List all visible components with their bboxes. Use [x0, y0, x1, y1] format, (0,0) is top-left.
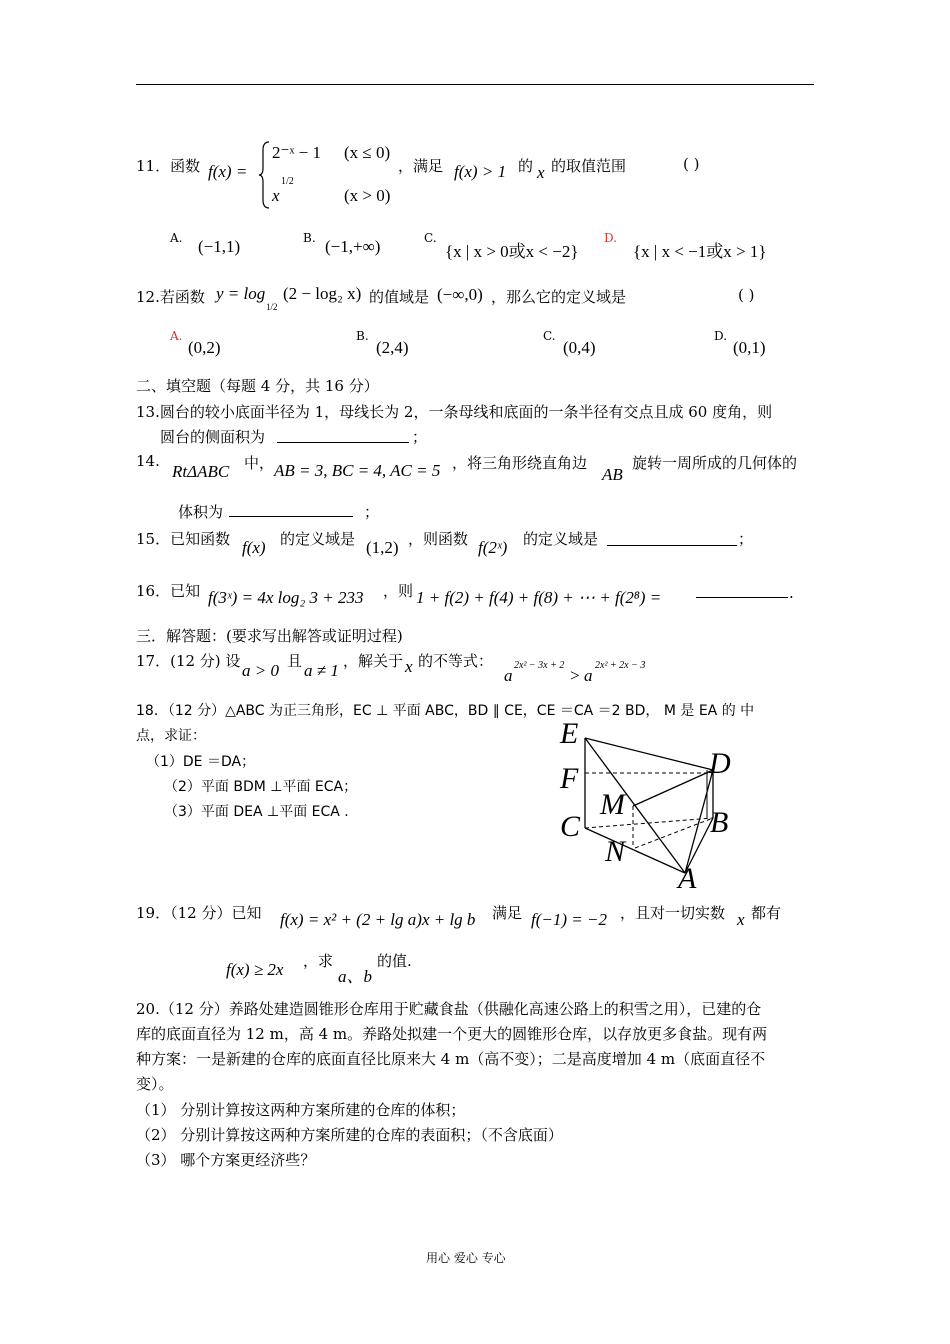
q11-case2-cond: (x > 0)	[344, 186, 391, 205]
q11-case2-exp: 1/2	[281, 176, 294, 187]
q17-gt: >	[570, 666, 580, 685]
q19-tail: 都有	[751, 904, 782, 922]
q20-line-3: 种方案：一是新建的仓库的底面直径比原来大 4 m（高不变）；二是高度增加 4 m（底面直径不	[136, 1050, 766, 1068]
q17-base1: a	[504, 666, 513, 685]
q18-item-3: （3）平面 DEA ⊥平面 ECA .	[164, 804, 349, 820]
q18-item-1: （1）DE ＝DA；	[146, 754, 256, 770]
q12-stem: 12.若函数	[136, 288, 205, 306]
q15-text: ，则函数	[408, 530, 469, 548]
q15-dom: (1,2)	[366, 538, 399, 557]
q11-cond: f(x) > 1	[454, 162, 507, 181]
q12-option-d: (0,1)	[733, 338, 766, 357]
q15-end: ；	[738, 530, 754, 548]
q11-option-d: {x | x < −1或x > 1}	[633, 242, 767, 261]
q15-stem: 15．已知函数	[136, 530, 231, 548]
q20-item-1: （1） 分别计算按这两种方案所建的仓库的体积；	[136, 1101, 466, 1119]
q17-exp1: 2x² − 3x + 2	[514, 660, 565, 671]
q12-mid: 的值域是	[369, 288, 430, 306]
q11-tail: 的取值范围	[551, 157, 627, 175]
q12-expr: y = log	[216, 284, 266, 303]
q11-option-c: {x | x > 0或x < −2}	[445, 242, 579, 261]
q18-item-2: （2）平面 BDM ⊥平面 ECA；	[164, 779, 358, 795]
q14-line2: 体积为	[178, 503, 224, 521]
q17-exp2: 2x² + 2x − 3	[595, 660, 646, 671]
q17-text: ，解关于	[343, 652, 404, 670]
q15-mid: 的定义域是	[280, 530, 356, 548]
q13-answer-blank	[277, 442, 409, 443]
q11-case2: x	[272, 186, 280, 205]
q14-mid: 中，	[244, 454, 275, 472]
q12-option-a-label: A.	[170, 329, 183, 343]
q14-edge: AB	[602, 465, 623, 484]
q11-stem: 11．函数	[136, 157, 201, 175]
q19-cond: f(−1) = −2	[531, 910, 607, 929]
q18-line1: 18．（12 分）△ABC 为正三角形，EC ⊥ 平面 ABC，BD ∥ CE，CE ＝CA ＝2 BD， M 是 EA 的 中	[136, 703, 755, 719]
q15-f2: f(2ˣ)	[478, 538, 508, 557]
q18-line2: 点，求证：	[136, 728, 206, 744]
q16-sum: 1 + f(2) + f(4) + f(8) + ⋯ + f(2⁸) =	[416, 588, 662, 607]
q19-fx: f(x) = x² + (2 + lg a)x + lg b	[280, 910, 476, 929]
q11-of: 的	[518, 157, 534, 175]
q16-answer-blank	[696, 597, 788, 598]
q20-line-2: 库的底面直径为 12 m，高 4 m。养路处拟建一个更大的圆锥形仓库，以存放更多食盐。现有两	[136, 1025, 768, 1043]
q13-line2: 圆台的侧面积为	[160, 428, 266, 446]
q12-option-b-label: B.	[356, 329, 369, 343]
q20-item-2: （2） 分别计算按这两种方案所建的仓库的表面积；（不含底面）	[136, 1126, 563, 1144]
q12-base: 1/2	[266, 302, 278, 312]
q19-ineq: f(x) ≥ 2x	[226, 960, 284, 979]
page-footer: 用心 爱心 专心	[426, 1251, 506, 1265]
q16-given: f(3ˣ) = 4x log₂ 3 + 233	[208, 588, 364, 607]
q16-then: ，则	[383, 582, 414, 600]
q11-option-a: (−1,1)	[198, 237, 241, 256]
q11-paren: ( )	[683, 155, 700, 173]
q16-stem: 16．已知	[136, 582, 201, 600]
q11-option-c-label: C.	[424, 231, 437, 245]
q17-c2: a ≠ 1	[304, 661, 339, 680]
q14-sides: AB = 3, BC = 4, AC = 5	[274, 461, 441, 480]
q12-option-d-label: D.	[714, 329, 728, 343]
q15-tail: 的定义域是	[523, 530, 599, 548]
q13-end: ；	[412, 428, 428, 446]
figure-label-m: M	[600, 788, 625, 821]
q17-tail: 的不等式：	[418, 652, 494, 670]
q17-c1: a > 0	[242, 661, 279, 680]
figure-label-b: B	[710, 806, 729, 839]
q12-option-c-label: C.	[543, 329, 556, 343]
q14-tri: RtΔABC	[172, 462, 230, 481]
q15-answer-blank	[607, 545, 737, 546]
section-3-heading: 三．解答题：(要求写出解答或证明过程)	[136, 627, 403, 645]
q11-fx: f(x) =	[208, 162, 248, 181]
q20-item-3: （3） 哪个方案更经济些？	[136, 1151, 316, 1169]
q11-brace	[259, 140, 271, 210]
q19-end: 的值.	[377, 952, 412, 970]
q19-satisfy: 满足	[492, 904, 523, 922]
q19-stem: 19．（12 分）已知	[136, 904, 262, 922]
q19-ask: ，求	[303, 952, 334, 970]
q14-text: ，将三角形绕直角边	[452, 454, 588, 472]
q20-line-4: 变）。	[136, 1075, 174, 1093]
q12-range: (−∞,0)	[437, 285, 483, 304]
q17-var: x	[405, 657, 413, 676]
q12-option-b: (2,4)	[376, 338, 409, 357]
q19-vars: a、b	[338, 967, 372, 986]
q12-arg: (2 − log₂ x)	[283, 284, 362, 303]
q12-paren: ( )	[738, 286, 755, 304]
q11-satisfy: ，满足	[398, 157, 444, 175]
q14-answer-blank	[229, 516, 353, 517]
q20-line-1: 20.（12 分）养路处建造圆锥形仓库用于贮藏食盐（供融化高速公路上的积雪之用），已建的仓	[136, 1000, 762, 1018]
q14-tail: 旋转一周所成的几何体的	[632, 454, 798, 472]
figure-label-c: C	[560, 810, 581, 843]
q12-option-c: (0,4)	[563, 338, 596, 357]
q11-option-d-label: D.	[604, 231, 618, 245]
q12-option-a: (0,2)	[188, 338, 221, 357]
q15-f: f(x)	[242, 538, 266, 557]
q19-text: ，且对一切实数	[620, 904, 726, 922]
q11-option-b-label: B.	[303, 231, 316, 245]
q17-base2: a	[584, 666, 593, 685]
figure-label-d: D	[709, 747, 731, 780]
q13-line1: 13.圆台的较小底面半径为 1，母线长为 2，一条母线和底面的一条半径有交点且成 60 度角，则	[136, 403, 773, 421]
q16-end: .	[789, 584, 794, 602]
figure-label-n: N	[605, 835, 626, 868]
q19-var: x	[737, 910, 745, 929]
q12-tail: ，那么它的定义域是	[491, 288, 627, 306]
section-2-heading: 二、填空题（每题 4 分，共 16 分）	[136, 377, 379, 395]
q11-option-a-label: A.	[170, 231, 183, 245]
q14-end: ；	[364, 503, 380, 521]
q11-option-b: (−1,+∞)	[325, 237, 381, 256]
q11-case1-cond: (x ≤ 0)	[344, 143, 391, 162]
header-rule	[136, 84, 814, 85]
q17-and: 且	[287, 652, 303, 670]
q17-stem: 17．(12 分) 设	[136, 652, 241, 670]
q11-var: x	[537, 163, 545, 182]
q11-case1: 2⁻ˣ − 1	[272, 143, 321, 162]
q14-num: 14.	[136, 452, 160, 470]
figure-label-a: A	[678, 862, 697, 895]
figure-label-e: E	[560, 717, 579, 750]
figure-label-f: F	[560, 762, 579, 795]
